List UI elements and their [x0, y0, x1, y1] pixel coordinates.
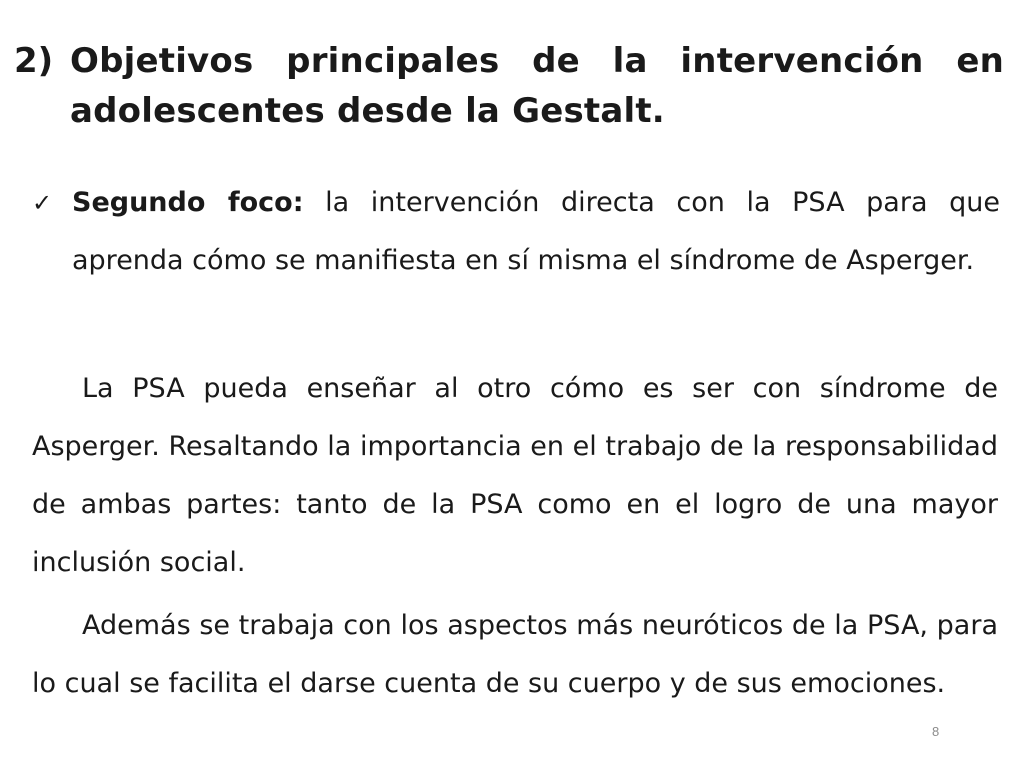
slide-title: [14, 36, 1004, 136]
bullet-body: la intervención directa con la PSA para que aprenda cómo se manifiesta en sí misma el síndrome de Asperger.: [72, 187, 1000, 276]
bullet-item: [32, 174, 1000, 290]
bullet-lead: Segundo foco:: [72, 187, 304, 218]
bullet-text: [72, 174, 1000, 290]
checkmark-icon: ✓: [32, 189, 53, 217]
title-text: Objetivos principales de la intervención en adolescentes desde la Gestalt.: [70, 41, 1004, 131]
page-number: 8: [932, 724, 940, 739]
title-number: 2): [14, 41, 54, 81]
paragraph-2: Además se trabaja con los aspectos más neuróticos de la PSA, para lo cual se facilita el darse cuenta de su cuerpo y de sus emociones.: [32, 610, 998, 699]
paragraph-1: La PSA pueda enseñar al otro cómo es ser con síndrome de Asperger. Resaltando la importancia en el trabajo de la responsabilidad de ambas partes: tanto de la PSA como en el logro de una mayor inclusión social.: [32, 373, 998, 578]
